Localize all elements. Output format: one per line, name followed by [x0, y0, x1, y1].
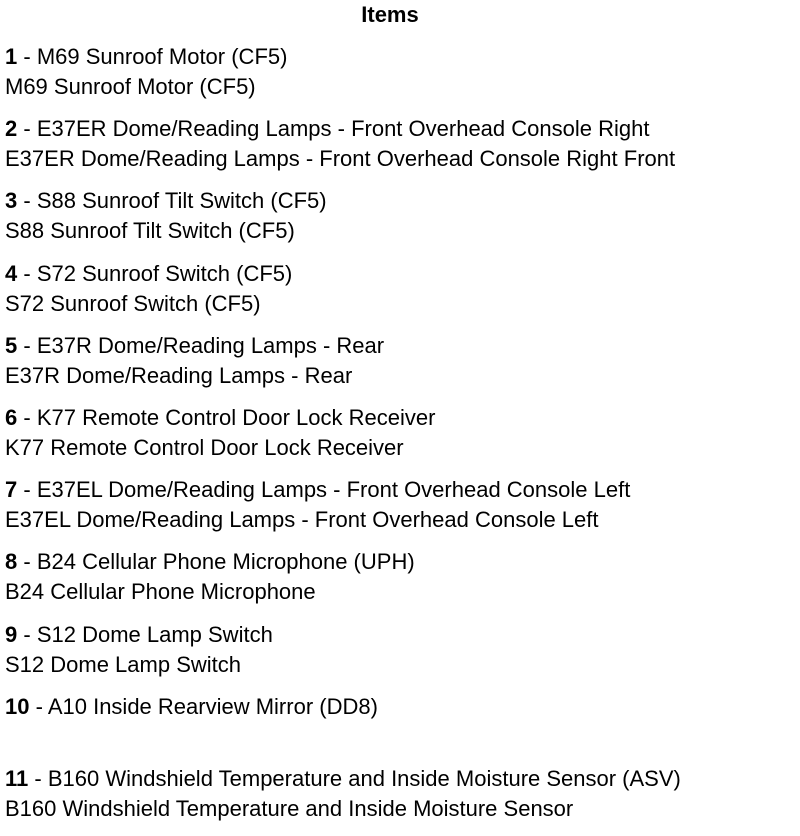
item-label: K77 Remote Control Door Lock Receiver: [36, 404, 436, 430]
item-description: B24 Cellular Phone Microphone: [5, 579, 316, 605]
item-separator: -: [28, 765, 48, 791]
item-separator: -: [17, 332, 37, 358]
item-separator: -: [17, 260, 37, 286]
item-description: M69 Sunroof Motor (CF5): [5, 74, 256, 99]
item-heading: [5, 114, 795, 144]
item-separator: -: [17, 549, 37, 575]
item-number: 9: [5, 621, 18, 647]
item-number: 4: [5, 260, 18, 286]
item-number: 6: [5, 404, 18, 430]
item-number: 7: [5, 477, 18, 503]
list-item: [5, 42, 795, 114]
list-item: [5, 692, 795, 764]
item-label: A10 Inside Rearview Mirror (DD8): [47, 693, 378, 719]
list-item: [5, 620, 795, 692]
item-number: 11: [5, 765, 29, 791]
item-number: 5: [5, 332, 18, 358]
item-description: B160 Windshield Temperature and Inside Moisture Sensor: [5, 795, 574, 821]
item-description: E37ER Dome/Reading Lamps - Front Overhead Console Right Front: [5, 146, 676, 172]
list-item: [5, 114, 795, 186]
item-label: S12 Dome Lamp Switch: [36, 621, 273, 647]
item-label: S88 Sunroof Tilt Switch (CF5): [36, 188, 327, 214]
list-item: [5, 331, 795, 403]
item-separator: -: [17, 44, 37, 69]
item-label: E37R Dome/Reading Lamps - Rear: [36, 332, 385, 358]
item-number: 2: [5, 116, 18, 142]
item-separator: -: [17, 404, 37, 430]
item-separator: -: [17, 116, 37, 142]
item-description: S72 Sunroof Switch (CF5): [5, 290, 261, 316]
item-label: S72 Sunroof Switch (CF5): [36, 260, 293, 286]
item-number: 1: [5, 44, 18, 69]
item-heading: [5, 403, 795, 433]
item-description: K77 Remote Control Door Lock Receiver: [5, 434, 404, 460]
item-separator: -: [17, 477, 37, 503]
legend-title: Items: [361, 2, 419, 27]
item-heading: [5, 475, 795, 505]
item-description: E37R Dome/Reading Lamps - Rear: [5, 362, 353, 388]
item-description: S88 Sunroof Tilt Switch (CF5): [5, 218, 295, 244]
items-list: [5, 42, 795, 836]
item-number: 10: [5, 693, 30, 719]
item-heading: [5, 186, 795, 216]
item-heading: [5, 764, 795, 794]
item-heading: [5, 331, 795, 361]
item-heading: [5, 42, 795, 72]
item-label: B160 Windshield Temperature and Inside Moisture Sensor (ASV): [47, 765, 681, 791]
item-label: E37ER Dome/Reading Lamps - Front Overhead Console Right: [36, 116, 650, 142]
item-description: E37EL Dome/Reading Lamps - Front Overhead Console Left: [5, 507, 599, 533]
item-label: E37EL Dome/Reading Lamps - Front Overhead Console Left: [36, 477, 631, 503]
list-item: [5, 259, 795, 331]
item-number: 8: [5, 549, 18, 575]
item-separator: -: [29, 693, 48, 719]
list-item: [5, 186, 795, 258]
item-separator: -: [17, 621, 37, 647]
list-item: [5, 403, 795, 475]
item-number: 3: [5, 188, 18, 214]
item-heading: [5, 692, 795, 722]
item-description: S12 Dome Lamp Switch: [5, 651, 241, 677]
item-heading: [5, 259, 795, 289]
list-item: [5, 547, 795, 619]
item-heading: [5, 620, 795, 650]
item-heading: [5, 547, 795, 577]
item-label: M69 Sunroof Motor (CF5): [36, 44, 288, 69]
list-item: [5, 475, 795, 547]
item-label: B24 Cellular Phone Microphone (UPH): [36, 549, 415, 575]
item-separator: -: [17, 188, 37, 214]
